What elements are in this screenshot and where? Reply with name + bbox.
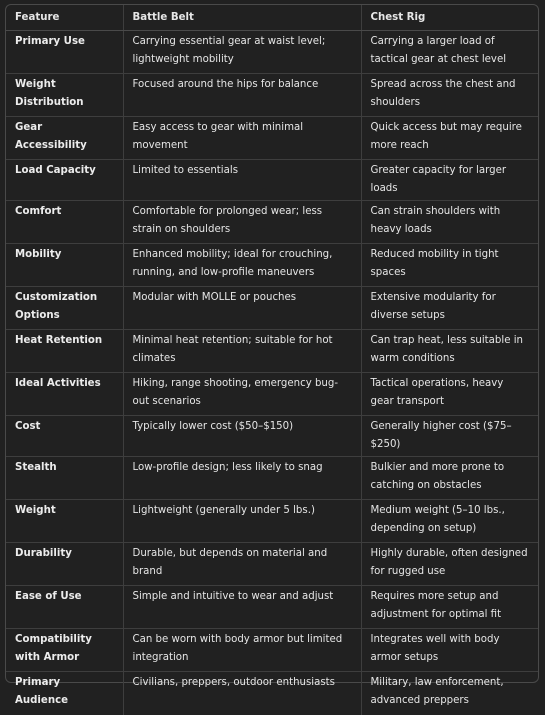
chest-rig-cell: Military, law enforcement, advanced preppers bbox=[361, 672, 538, 715]
table-row bbox=[6, 373, 538, 416]
table-row bbox=[6, 629, 538, 672]
chest-rig-cell: Bulkier and more prone to catching on obstacles bbox=[361, 457, 538, 500]
feature-cell: Ease of Use bbox=[6, 586, 123, 629]
battle-belt-cell: Durable, but depends on material and brand bbox=[123, 543, 361, 586]
table-row bbox=[6, 500, 538, 543]
battle-belt-cell: Focused around the hips for balance bbox=[123, 74, 361, 117]
feature-cell: Weight bbox=[6, 500, 123, 543]
chest-rig-cell: Extensive modularity for diverse setups bbox=[361, 287, 538, 330]
chest-rig-cell: Requires more setup and adjustment for optimal fit bbox=[361, 586, 538, 629]
battle-belt-cell: Limited to essentials bbox=[123, 160, 361, 201]
feature-cell: Mobility bbox=[6, 244, 123, 287]
chest-rig-cell: Reduced mobility in tight spaces bbox=[361, 244, 538, 287]
table-row bbox=[6, 330, 538, 373]
feature-cell: Comfort bbox=[6, 201, 123, 244]
battle-belt-cell: Carrying essential gear at waist level; lightweight mobility bbox=[123, 31, 361, 74]
feature-cell: Weight Distribution bbox=[6, 74, 123, 117]
chest-rig-cell: Carrying a larger load of tactical gear at chest level bbox=[361, 31, 538, 74]
table-row bbox=[6, 244, 538, 287]
chest-rig-cell: Highly durable, often designed for rugged use bbox=[361, 543, 538, 586]
feature-cell: Stealth bbox=[6, 457, 123, 500]
table-row bbox=[6, 457, 538, 500]
feature-cell: Cost bbox=[6, 416, 123, 457]
table-row bbox=[6, 416, 538, 457]
chest-rig-cell: Generally higher cost ($75–$250) bbox=[361, 416, 538, 457]
chest-rig-cell: Can strain shoulders with heavy loads bbox=[361, 201, 538, 244]
battle-belt-cell: Minimal heat retention; suitable for hot climates bbox=[123, 330, 361, 373]
table-row bbox=[6, 201, 538, 244]
header-battle-belt: Battle Belt bbox=[123, 5, 361, 31]
feature-cell: Heat Retention bbox=[6, 330, 123, 373]
header-row bbox=[6, 5, 538, 31]
table-row bbox=[6, 160, 538, 201]
feature-cell: Gear Accessibility bbox=[6, 117, 123, 160]
feature-cell: Durability bbox=[6, 543, 123, 586]
table-header bbox=[6, 5, 538, 31]
feature-cell: Customization Options bbox=[6, 287, 123, 330]
table-row bbox=[6, 287, 538, 330]
battle-belt-cell: Typically lower cost ($50–$150) bbox=[123, 416, 361, 457]
battle-belt-cell: Enhanced mobility; ideal for crouching, running, and low-profile maneuvers bbox=[123, 244, 361, 287]
battle-belt-cell: Modular with MOLLE or pouches bbox=[123, 287, 361, 330]
table-row bbox=[6, 672, 538, 715]
header-feature: Feature bbox=[6, 5, 123, 31]
comparison-table-container bbox=[5, 4, 539, 706]
battle-belt-cell: Simple and intuitive to wear and adjust bbox=[123, 586, 361, 629]
header-chest-rig: Chest Rig bbox=[361, 5, 538, 31]
battle-belt-cell: Hiking, range shooting, emergency bug-out scenarios bbox=[123, 373, 361, 416]
table-row bbox=[6, 117, 538, 160]
feature-cell: Load Capacity bbox=[6, 160, 123, 201]
table-row bbox=[6, 74, 538, 117]
chest-rig-cell: Integrates well with body armor setups bbox=[361, 629, 538, 672]
battle-belt-cell: Civilians, preppers, outdoor enthusiasts bbox=[123, 672, 361, 715]
table-row bbox=[6, 543, 538, 586]
chest-rig-cell: Greater capacity for larger loads bbox=[361, 160, 538, 201]
battle-belt-cell: Low-profile design; less likely to snag bbox=[123, 457, 361, 500]
chest-rig-cell: Can trap heat, less suitable in warm conditions bbox=[361, 330, 538, 373]
chest-rig-cell: Medium weight (5–10 lbs., depending on setup) bbox=[361, 500, 538, 543]
table-row bbox=[6, 586, 538, 629]
chest-rig-cell: Quick access but may require more reach bbox=[361, 117, 538, 160]
battle-belt-cell: Easy access to gear with minimal movement bbox=[123, 117, 361, 160]
battle-belt-cell: Lightweight (generally under 5 lbs.) bbox=[123, 500, 361, 543]
chest-rig-cell: Tactical operations, heavy gear transport bbox=[361, 373, 538, 416]
battle-belt-cell: Can be worn with body armor but limited integration bbox=[123, 629, 361, 672]
feature-cell: Ideal Activities bbox=[6, 373, 123, 416]
feature-cell: Compatibility with Armor bbox=[6, 629, 123, 672]
table-row bbox=[6, 31, 538, 74]
comparison-table bbox=[6, 5, 538, 715]
battle-belt-cell: Comfortable for prolonged wear; less strain on shoulders bbox=[123, 201, 361, 244]
table-body bbox=[6, 31, 538, 715]
feature-cell: Primary Audience bbox=[15, 677, 69, 706]
feature-cell: Primary Use bbox=[6, 31, 123, 74]
chest-rig-cell: Spread across the chest and shoulders bbox=[361, 74, 538, 117]
